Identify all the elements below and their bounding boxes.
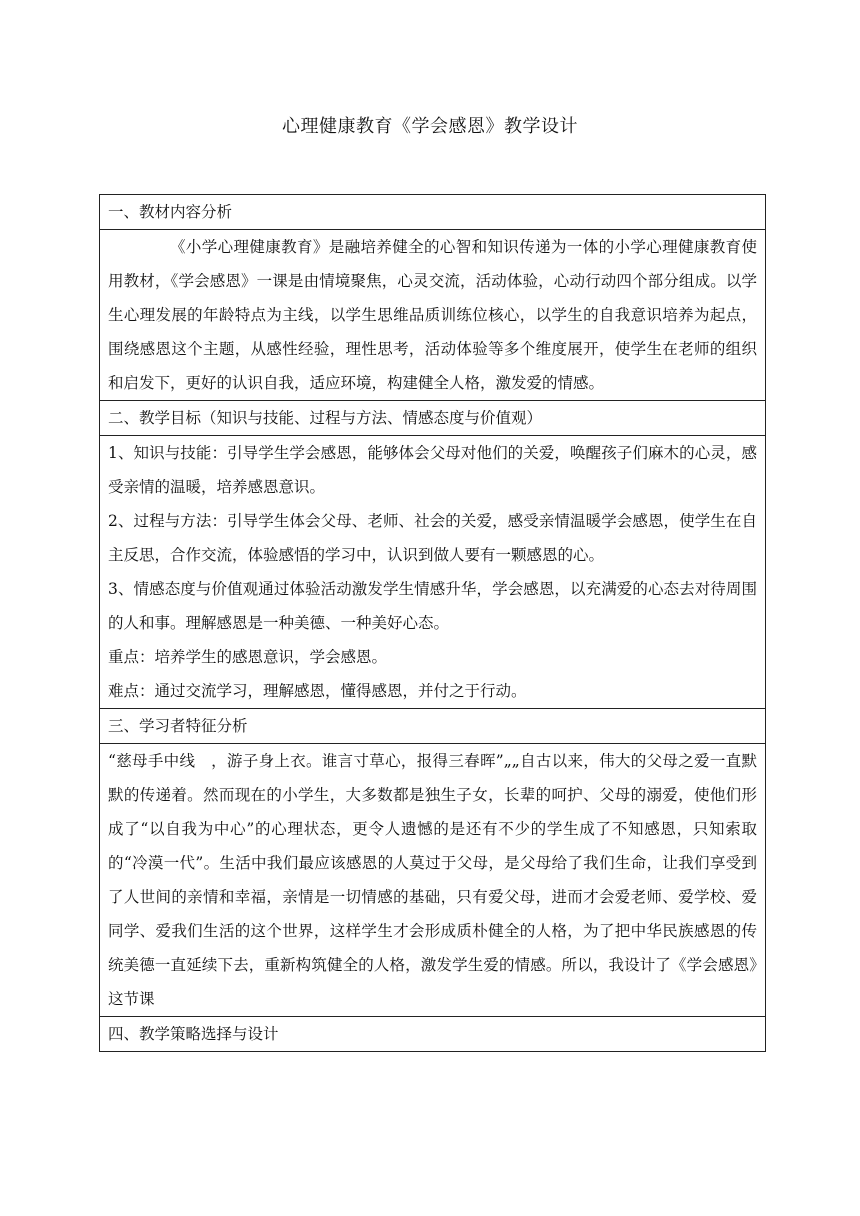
paragraph: 1、知识与技能：引导学生学会感恩，能够体会父母对他们的关爱，唤醒孩子们麻木的心灵，感受亲情的温暖，培养感恩意识。 <box>108 444 757 496</box>
section-4-heading-row <box>100 1017 766 1052</box>
section-3-content-row <box>100 744 766 1017</box>
section-content <box>100 744 766 1017</box>
key-point: 重点：培养学生的感恩意识，学会感恩。 <box>108 648 388 666</box>
section-2-content-row <box>100 436 766 709</box>
section-heading: 四、教学策略选择与设计 <box>100 1017 766 1052</box>
section-2-heading-row <box>100 401 766 436</box>
section-heading: 三、学习者特征分析 <box>100 709 766 744</box>
section-1-heading-row <box>100 195 766 230</box>
paragraph: 2、过程与方法：引导学生体会父母、老师、社会的关爱，感受亲情温暖学会感恩，使学生在自主反思，合作交流，体验感悟的学习中，认识到做人要有一颗感恩的心。 <box>108 512 757 564</box>
difficulty-point: 难点：通过交流学习，理解感恩，懂得感恩，并付之于行动。 <box>108 682 527 700</box>
section-content <box>100 436 766 709</box>
section-heading: 一、教材内容分析 <box>100 195 766 230</box>
section-heading: 二、教学目标（知识与技能、过程与方法、情感态度与价值观） <box>100 401 766 436</box>
document-title: 心理健康教育《学会感恩》教学设计 <box>282 116 578 137</box>
paragraph: “慈母手中线 ，游子身上衣。谁言寸草心，报得三春晖”„„自古以来，伟大的父母之爱一直默默的传递着。然而现在的小学生，大多数都是独生子女，长辈的呵护、父母的溺爱，使他们形成了“以自我为中心”的心理状态，更令人遗憾的是还有不少的学生成了不知感恩，只知索取的“冷漠一代”。生活中我们最应该感恩的人莫过于父母，是父母给了我们生命，让我们享受到了人世间的亲情和幸福，亲情是一切情感的基础，只有爱父母，进而才会爱老师、爱学校、爱同学、爱我们生活的这个世界，这样学生才会形成质朴健全的人格，为了把中华民族感恩的传统美德一直延续下去，重新构筑健全的人格，激发学生爱的情感。所以，我设计了《学会感恩》这节课 <box>108 752 757 1008</box>
paragraph: 《小学心理健康教育》是融培养健全的心智和知识传递为一体的小学心理健康教育使用教材，《学会感恩》一课是由情境聚焦，心灵交流，活动体验，心动行动四个部分组成。以学生心理发展的年龄特点为主线，以学生思维品质训练位核心，以学生的自我意识培养为起点，围绕感恩这个主题，从感性经验，理性思考，活动体验等多个维度展开，使学生在老师的组织和启发下，更好的认识自我，适应环境，构建健全人格，激发爱的情感。 <box>108 238 757 392</box>
paragraph: 3、情感态度与价值观通过体验活动激发学生情感升华，学会感恩，以充满爱的心态去对待周围的人和事。理解感恩是一种美德、一种美好心态。 <box>108 580 757 632</box>
section-3-heading-row <box>100 709 766 744</box>
lesson-plan-table <box>99 194 766 1052</box>
section-content <box>100 230 766 401</box>
section-1-content-row <box>100 230 766 401</box>
